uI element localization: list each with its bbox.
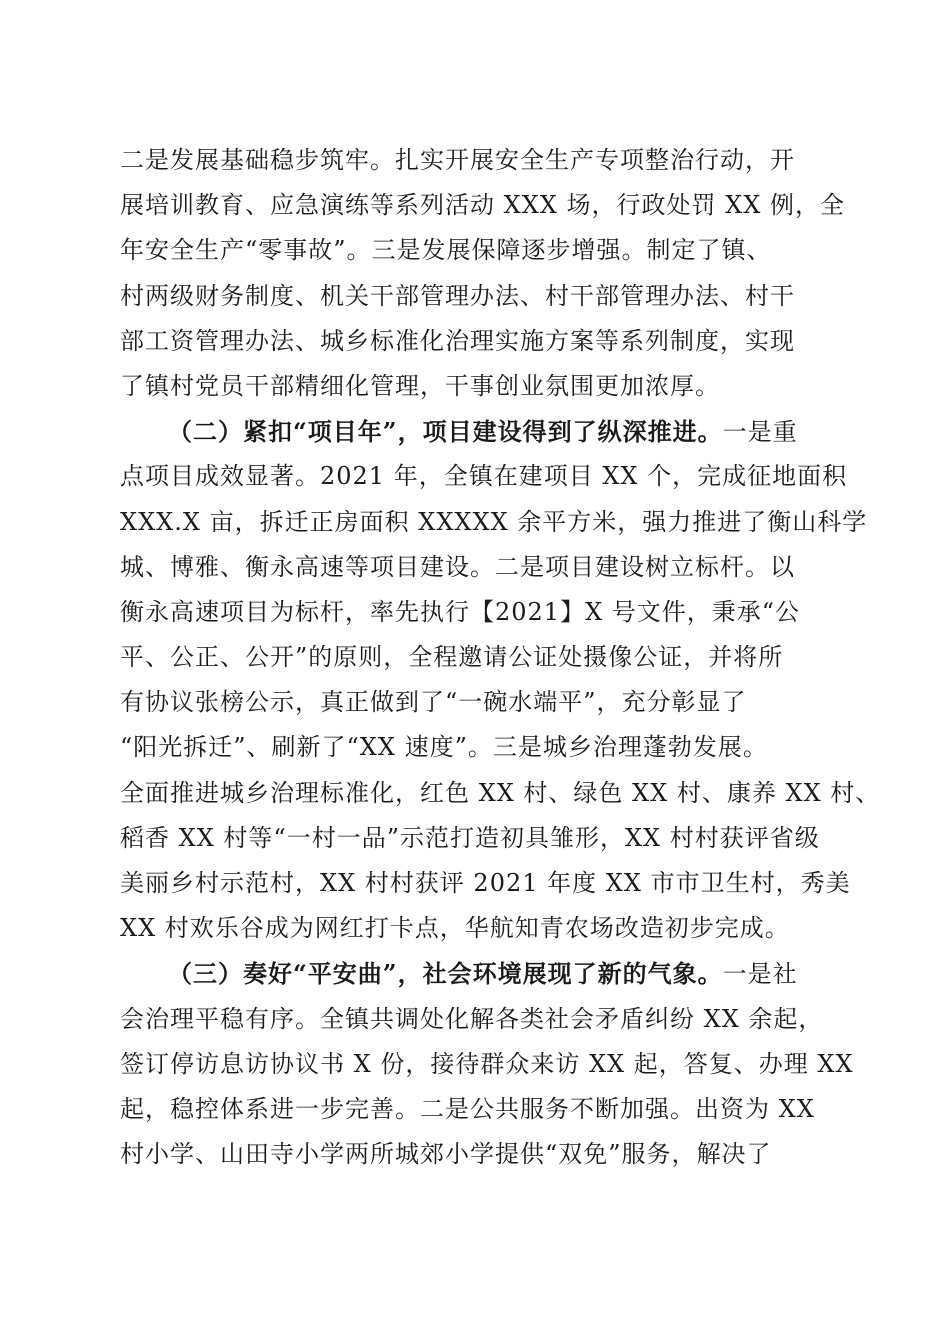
- text-line: 衡永高速项目为标杆，率先执行【2021】X 号文件，秉承“公: [120, 597, 801, 626]
- paragraph-development-foundation: [120, 138, 845, 409]
- section-heading-peace-song: （三）奏好“平安曲”，社会环境展现了新的气象。: [168, 959, 723, 989]
- text-line: 部工资管理办法、城乡标准化治理实施方案等系列制度，实现: [120, 326, 795, 355]
- text-fragment: 一是社: [722, 960, 798, 989]
- text-line: “阳光拆迁”、刷新了“XX 速度”。三是城乡治理蓬勃发展。: [120, 733, 768, 762]
- text-line: 村小学、山田寺小学两所城郊小学提供“双免”服务，解决了: [120, 1140, 772, 1169]
- section-heading-project-year: （二）紧扣“项目年”，项目建设得到了纵深推进。: [168, 417, 723, 447]
- paragraph-first-line: [120, 409, 830, 454]
- document-body: [120, 138, 881, 1177]
- text-line: XXX.X 亩，拆迁正房面积 XXXXX 余平方米，强力推进了衡山科学: [120, 507, 868, 536]
- text-line: 有协议张榜公示，真正做到了“一碗水端平”，充分彰显了: [120, 688, 747, 717]
- text-line: 展培训教育、应急演练等系列活动 XXX 场，行政处罚 XX 例，全: [120, 191, 845, 220]
- text-line: 起，稳控体系进一步完善。二是公共服务不断加强。出资为 XX: [120, 1094, 815, 1123]
- text-line: 城、博雅、衡永高速等项目建设。二是项目建设树立标杆。以: [120, 552, 795, 581]
- text-line: 二是发展基础稳步筑牢。扎实开展安全生产专项整治行动，开: [120, 146, 795, 174]
- text-line: 了镇村党员干部精细化管理，干事创业氛围更加浓厚。: [120, 371, 720, 400]
- paragraph-first-line: [120, 951, 830, 996]
- text-line: 全面推进城乡治理标准化，红色 XX 村、绿色 XX 村、康养 XX 村、: [120, 778, 881, 807]
- text-line: 会治理平稳有序。全镇共调处化解各类社会矛盾纠纷 XX 余起，: [120, 1004, 824, 1033]
- text-line: 平、公正、公开”的原则，全程邀请公证处摄像公证，并将所: [120, 643, 784, 672]
- text-fragment: 一是重: [722, 418, 798, 447]
- paragraph-peace-song: [120, 951, 854, 1177]
- paragraph-project-year: [120, 409, 881, 951]
- text-line: 稻香 XX 村等“一村一品”示范打造初具雏形，XX 村村获评省级: [120, 823, 820, 852]
- text-line: 点项目成效显著。2021 年，全镇在建项目 XX 个，完成征地面积: [120, 462, 848, 491]
- text-line: 签订停访息访协议书 X 份，接待群众来访 XX 起，答复、办理 XX: [120, 1049, 854, 1078]
- text-line: 美丽乡村示范村，XX 村村获评 2021 年度 XX 市市卫生村，秀美: [120, 869, 851, 897]
- text-line: 年安全生产“零事故”。三是发展保障逐步增强。制定了镇、: [120, 236, 772, 265]
- text-line: XX 村欢乐谷成为网红打卡点，华航知青农场改造初步完成。: [120, 914, 790, 943]
- text-line: 村两级财务制度、机关干部管理办法、村干部管理办法、村干: [120, 281, 795, 310]
